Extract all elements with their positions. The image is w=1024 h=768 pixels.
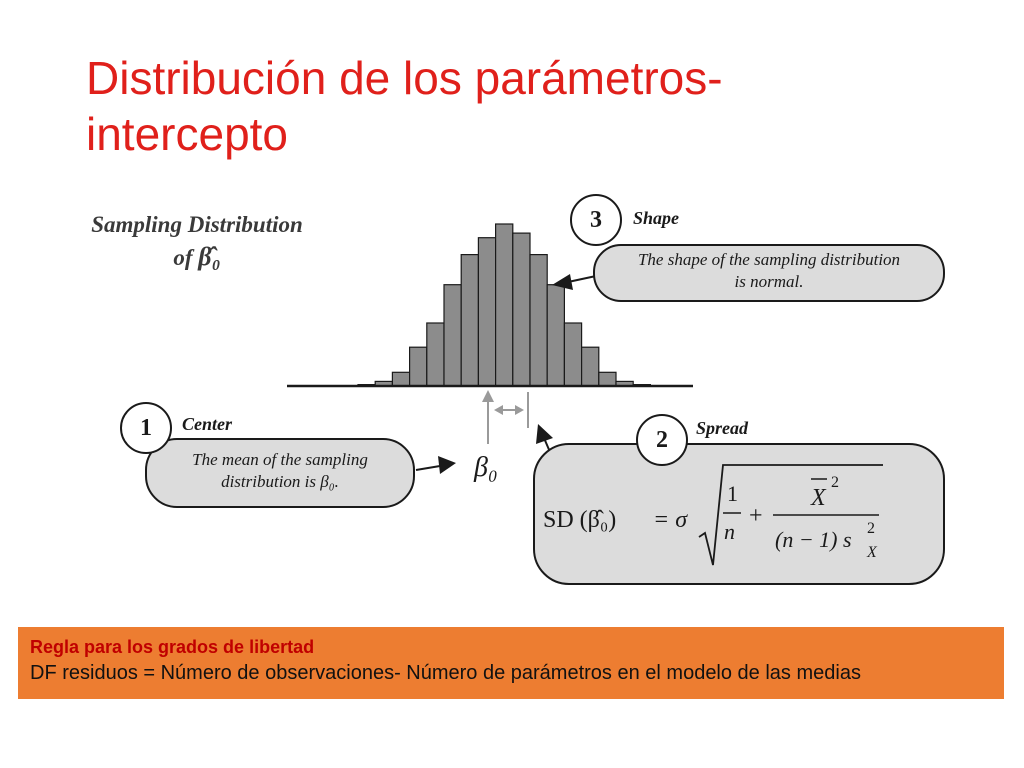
shape-callout [593,244,945,302]
formula-sx-sup: 2 [867,520,875,537]
histogram-bar [530,255,547,386]
histogram-bar [410,347,427,386]
spread-pointer-arrowhead [536,424,553,444]
spread-arrowhead-right [515,405,524,415]
histogram-bar [427,323,444,386]
formula-n: n [724,519,735,544]
spread-number-badge: 2 [636,414,688,466]
histogram-bar [547,285,564,386]
center-text-line1: The mean of the sampling [192,450,368,469]
rule-text: DF residuos = Número de observaciones- Número de parámetros en el modelo de las medias [30,662,861,684]
axis-label-beta0: β₀ [474,452,498,483]
page-title-line1: Distribución de los parámetros- [86,52,723,104]
center-label: Center [182,414,233,434]
center-text-line2: distribution is β₀. [221,472,339,491]
spread-arrowhead-left [494,405,503,415]
formula-one: 1 [727,481,738,506]
histogram-bar [461,255,478,386]
formula-xbar: X [811,485,826,511]
histogram-bar [599,372,616,386]
histogram-bar [496,224,513,386]
formula-sx-sub: X [867,544,877,561]
histogram-bar [478,238,495,386]
sampling-title-text: Sampling Distribution [91,212,303,237]
shape-number-badge: 3 [570,194,622,246]
sampling-of-text: of [173,245,193,270]
histogram-bar [392,372,409,386]
center-marker-arrowhead [482,390,494,402]
shape-label: Shape [633,208,680,228]
histogram-bar [582,347,599,386]
spread-label: Spread [696,418,749,438]
center-pointer-line [416,466,440,470]
degrees-of-freedom-rule [18,627,1004,699]
formula-eq-sigma: = σ [653,507,688,533]
center-pointer-arrowhead [438,456,456,474]
formula-lhs: SD (β̂₀) [543,507,617,533]
shape-pointer-line [568,276,596,282]
center-callout [145,438,415,508]
center-number-badge: 1 [120,402,172,454]
sampling-beta-hat: β̂₀ [198,242,221,271]
spread-callout [533,443,945,585]
formula-denominator: (n − 1) s [775,527,852,552]
page-title-line2: intercepto [86,108,289,160]
formula-plus: + [749,503,763,529]
formula-xbar-square: 2 [831,474,839,491]
histogram-bar [513,233,530,386]
histogram-bar [564,323,581,386]
shape-text-line1: The shape of the sampling distribution [637,250,901,269]
shape-text-line2: is normal. [734,272,804,291]
rule-title: Regla para los grados de libertad [30,637,315,657]
spread-formula [535,445,943,583]
histogram-bar [444,285,461,386]
